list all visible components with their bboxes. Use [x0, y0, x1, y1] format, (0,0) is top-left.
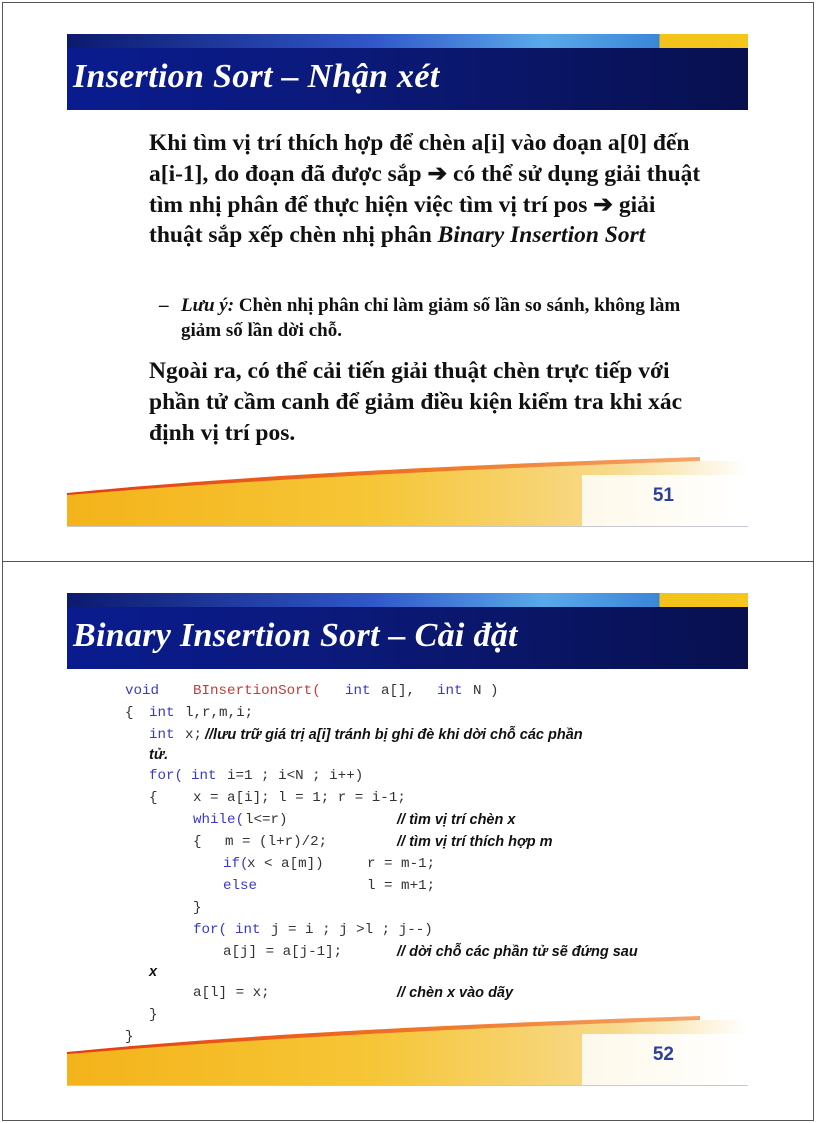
code-comment: //lưu trữ giá trị a[i] tránh bị ghi đè khi dời chỗ các phần [205, 727, 583, 743]
code-comment: x [149, 964, 158, 980]
note-label: Lưu ý: [181, 295, 235, 316]
code-text: l<=r) [245, 812, 288, 828]
code-line [67, 878, 748, 900]
code-line [67, 944, 748, 966]
paragraph-sentinel: Ngoài ra, có thể cải tiến giải thuật chèn trực tiếp với phần tử cầm canh để giảm điều kiện kiểm tra khi xác định vị trí pos. [149, 358, 683, 446]
binary-insertion-sort-term: Binary Insertion Sort [437, 222, 646, 249]
code-line [67, 768, 748, 790]
code-text: i=1 ; i<N ; i++) [227, 768, 364, 784]
code-text: x < a[m]) [247, 856, 324, 872]
bottom-swoosh [67, 1014, 748, 1086]
page-number: 52 [652, 1044, 674, 1065]
code-keyword: int [235, 922, 261, 938]
code-keyword: int [345, 683, 371, 699]
code-line [67, 812, 748, 834]
paragraph-binary-search [149, 128, 709, 251]
code-keyword: int [149, 705, 175, 721]
note-bullet [159, 294, 699, 343]
slide-title-bar [67, 607, 748, 669]
code-text: { [125, 705, 134, 721]
code-comment: tử. [149, 747, 169, 763]
code-text: N ) [473, 683, 499, 699]
note-dash: – [159, 295, 169, 316]
code-text: x = a[i]; l = 1; r = i-1; [193, 790, 406, 806]
code-keyword: for( [193, 922, 228, 938]
slide-title-bar [67, 48, 748, 110]
code-text: { [149, 790, 158, 806]
code-keyword: int [149, 727, 175, 743]
code-text: a[j] = a[j-1]; [223, 944, 343, 960]
code-line [67, 747, 748, 769]
code-text: a[l] = x; [193, 985, 270, 1001]
code-text: l = m+1; [367, 878, 436, 894]
bottom-swoosh [67, 455, 748, 527]
page-number: 51 [652, 485, 674, 506]
slide-top-stripe [67, 593, 748, 607]
code-line [67, 705, 748, 727]
code-line [67, 727, 748, 749]
slide-top-stripe [67, 34, 748, 48]
slide-51 [67, 34, 748, 527]
code-comment: // tìm vị trí chèn x [397, 812, 516, 828]
code-text: a[], [381, 683, 416, 699]
code-text: { [193, 834, 202, 850]
code-text: m = (l+r)/2; [225, 834, 328, 850]
code-keyword: for( [149, 768, 184, 784]
note-text: Chèn nhị phân chỉ làm giảm số lần so sánh, không làm giảm số lần dời chỗ. [181, 295, 681, 341]
code-keyword: int [437, 683, 463, 699]
page-divider [2, 561, 814, 562]
code-comment: // chèn x vào dãy [397, 985, 514, 1001]
code-keyword: while( [193, 812, 245, 828]
code-keyword: if( [223, 856, 249, 872]
code-line [67, 790, 748, 812]
paragraph-text: Khi tìm vị trí thích hợp để chèn a[i] vào đoạn a[0] đến a[i-1], do đoạn đã được sắp ➔ có thể sử dụng giải thuật tìm nhị phân để thực hiện việc tìm vị trí pos ➔ giải thuật sắp xếp chèn nhị phân [149, 130, 701, 249]
slide-52 [67, 593, 748, 1086]
code-function-name: BInsertionSort( [193, 683, 321, 699]
code-line [67, 900, 748, 922]
code-text: } [125, 1029, 134, 1045]
code-comment: // tìm vị trí thích hợp m [397, 834, 553, 850]
code-line [67, 964, 748, 986]
slide-bottom-line [67, 1085, 748, 1086]
code-keyword: else [223, 878, 258, 894]
slide-title: Insertion Sort – Nhận xét [73, 58, 440, 95]
code-line [67, 856, 748, 878]
code-line [67, 683, 748, 705]
code-keyword: void [125, 683, 160, 699]
code-text: j = i ; j >l ; j--) [271, 922, 433, 938]
code-comment: // dời chỗ các phần tử sẽ đứng sau [397, 944, 638, 960]
code-line [67, 834, 748, 856]
code-text: l,r,m,i; [185, 705, 254, 721]
code-text: } [193, 900, 202, 916]
code-text: x; [185, 727, 203, 743]
code-text: } [149, 1007, 158, 1023]
code-line [67, 985, 748, 1007]
code-line [67, 922, 748, 944]
code-keyword: int [191, 768, 217, 784]
slide-bottom-line [67, 526, 748, 527]
slide-title: Binary Insertion Sort – Cài đặt [73, 617, 518, 654]
code-text: r = m-1; [367, 856, 436, 872]
